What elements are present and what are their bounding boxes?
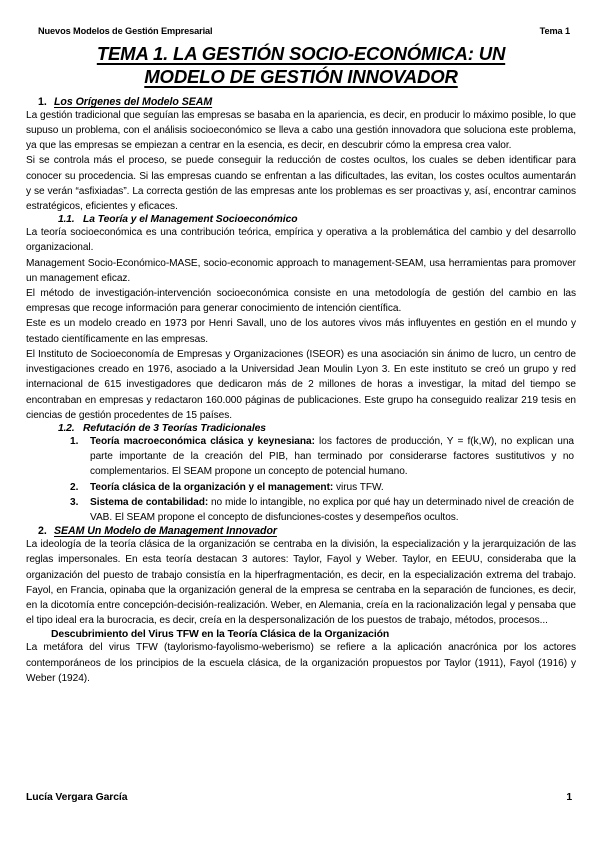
section-1-paragraph-1: La gestión tradicional que seguían las empresas se basaba en la apariencia, es decir, en producir lo máximo posible, lo que supuso un problema, con el análisis socioeconómico se lleva a cabo una gestión innovadora que soluciona este problema, ya que las empresas se empiezan a centrar en la esencia, es decir, en descubrir cómo la empresa crea valor.: [26, 109, 576, 152]
section-1-paragraph-2: Si se controla más el proceso, se puede conseguir la reducción de costes ocultos, los cuales se deben identificar para conocer su procedencia. Si las empresas cuando se enfrentan a las dificultades, las evitan, los costes ocultos aumentarán y se verán “asfixiadas”. La correcta gestión de las empresas ante los problemas es ser proactivas y, así, encontrar caminos estratégicos, eficientes y eficaces.: [26, 155, 576, 213]
section-1-1-paragraph-1: La teoría socioeconómica es una contribución teórica, empírica y operativa a la problemática del cambio y del desarrollo organizacional.: [26, 227, 576, 254]
list-item-number: 3.: [70, 496, 79, 508]
list-item-number: 2.: [70, 481, 79, 493]
heading-section-1-1-number: 1.1.: [58, 214, 75, 226]
heading-section-2-text: SEAM Un Modelo de Management Innovador: [54, 525, 277, 538]
section-1-1-paragraph-3: El método de investigación-intervención socioeconómica consiste en una metodología de gestión del cambio en las empresas que recoge información para generar conocimiento de intención científica.: [26, 288, 576, 315]
page-title-line-2: MODELO DE GESTIÓN INNOVADOR: [144, 66, 458, 88]
section-1-2-list: [70, 434, 574, 525]
section-1-1-paragraph-2: Management Socio-Económico-MASE, socio-economic approach to management-SEAM, usa herramientas para promover un management eficaz.: [26, 257, 576, 284]
heading-section-1-text: Los Orígenes del Modelo SEAM: [54, 95, 213, 108]
footer-author: Lucía Vergara García: [26, 792, 128, 803]
heading-section-1-1-text: La Teoría y el Management Socioeconómico: [83, 214, 298, 226]
heading-section-1-number: 1.: [38, 95, 47, 108]
heading-section-1: [38, 96, 576, 108]
section-2-paragraph-2: La metáfora del virus TFW (taylorismo-fayolismo-weberismo) se refiere a la aplicación anacrónica por los actores contemporáneos de los principios de la escuela clásica, de la organización propuestos por Taylor (1911), Fayol (1916) y Weber (1924).: [26, 642, 576, 684]
section-1-1-paragraph-5: El Instituto de Socioeconomía de Empresas y Organizaciones (ISEOR) es una asociación sin ánimo de lucro, un centro de investigaciones creado en 1976, asociado a la Universidad Jean Moulin Lyon 3. En este instituto se creó un grupo y red internacional de 615 investigadores que dedicaron más de 2 millones de horas a investigar, la mitad del tiempo se encontraban en empresas y redactaron 160.000 páginas de publicaciones. Este grupo ha conseguido realizar 219 tesis en ciencias de gestión procedentes de 15 países.: [26, 348, 576, 421]
running-head-left: Nuevos Modelos de Gestión Empresarial: [38, 26, 213, 36]
list-item-lead: Teoría clásica de la organización y el management:: [90, 481, 334, 493]
heading-section-2: [38, 525, 576, 537]
running-head-right: Tema 1: [539, 26, 570, 36]
list-item-text: virus TFW.: [333, 481, 384, 493]
list-item-text: no mide lo intangible, no explica por qué hay un determinado nivel de creación de VAB. El SEAM propone el concepto de disfunciones-costes y desempeños ocultos.: [90, 496, 574, 523]
footer-page-number: 1: [566, 792, 572, 803]
section-1-1-paragraph-4: Este es un modelo creado en 1973 por Henri Savall, uno de los autores vivos más influyentes en gestión en el mundo y testado científicamente en las empresas.: [26, 318, 576, 345]
page-title: [26, 42, 576, 89]
list-item-content: [90, 434, 574, 480]
heading-section-2-number: 2.: [38, 525, 47, 538]
running-head: [38, 26, 576, 36]
page-footer: [26, 792, 576, 803]
list-item-number: 1.: [70, 435, 79, 447]
page-title-line-1: TEMA 1. LA GESTIÓN SOCIO-ECONÓMICA: UN: [96, 43, 506, 64]
heading-virus-tfw: Descubrimiento del Virus TFW en la Teoría Clásica de la Organización: [51, 629, 390, 641]
heading-section-1-2-text: Refutación de 3 Teorías Tradicionales: [83, 422, 266, 434]
list-item: [70, 480, 574, 495]
list-item: [70, 495, 574, 525]
section-2-paragraph-1: La ideología de la teoría clásica de la organización se centraba en la división, la especialización y la jerarquización de las reglas impersonales. En esta teoría destacan 3 autores: Taylor, Fayol y Weber. Taylor, en EEUU, consideraba que la organización del puesto de trabajo consistía en la hiperfragmentación, es decir, en la especialización extrema del trabajo. Fayol, en Francia, opinaba que la organización general de la empresa se centraba en la separación de funciones, es decir, en la dicotomía entre concepción-decisión-realización. Weber, en Alemania, creía en la racionalización legal y pensaba que el tipo ideal era la burocracia, es decir, creía en la despersonalización de los puestos de trabajo, métodos, procesos...: [26, 539, 576, 627]
list-item-lead: Sistema de contabilidad:: [90, 496, 209, 508]
list-item-text: los factores de producción, Y = f(k,W), no explican una parte importante de la creación del PIB, han terminado por considerarse factores sustitutivos y no complementarios. El SEAM propone un concepto de potencial humano.: [90, 435, 574, 478]
heading-section-1-2: [58, 423, 576, 434]
list-item-content: [90, 495, 574, 525]
list-item: [70, 434, 574, 480]
heading-section-1-1: [58, 214, 576, 225]
list-item-lead: Teoría macroeconómica clásica y keynesiana:: [90, 435, 315, 447]
list-item-content: [90, 480, 574, 495]
heading-section-1-2-number: 1.2.: [58, 422, 75, 434]
